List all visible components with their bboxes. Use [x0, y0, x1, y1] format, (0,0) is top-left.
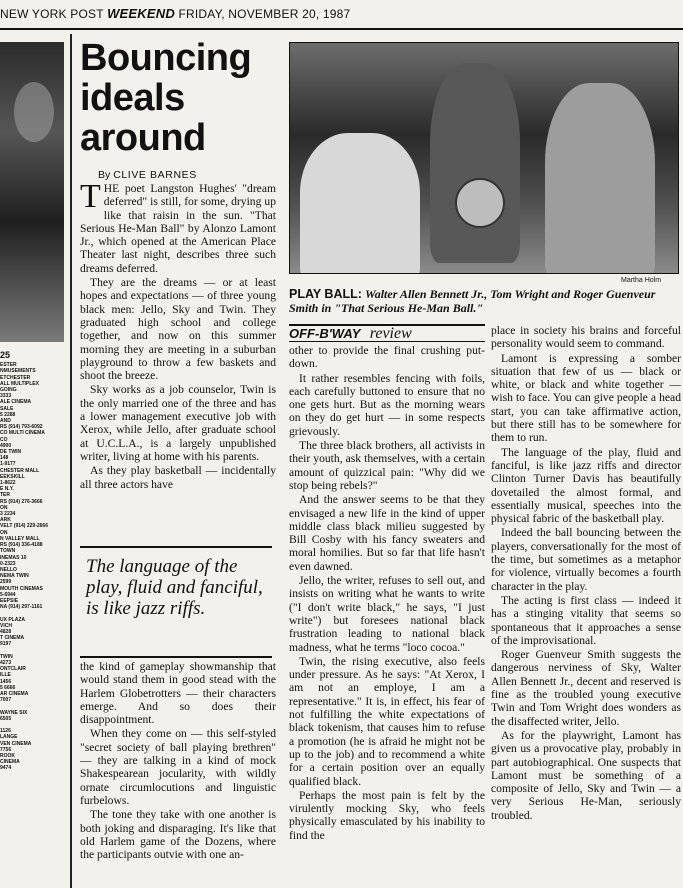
listing-line: TOWN	[0, 548, 16, 555]
listing-line: 9197	[0, 641, 12, 648]
listing-line: ETCHESTER	[0, 374, 31, 381]
listing-line: CINEMA	[0, 759, 20, 766]
production-photo	[289, 42, 679, 274]
listing-line: 1-9177	[0, 461, 16, 468]
listing-line: LANGE	[0, 734, 18, 741]
listing-line: 2599	[0, 579, 12, 586]
column-divider	[70, 34, 72, 888]
paragraph	[80, 182, 276, 275]
top-rule	[0, 28, 683, 30]
byline-author: CLIVE BARNES	[113, 169, 197, 181]
paragraph: place in society his brains and forceful personality would seem to command.	[491, 324, 681, 351]
listing-line: 3 2234	[0, 511, 16, 518]
section-name: WEEKEND	[107, 6, 175, 21]
listing-line: CO	[0, 436, 8, 443]
paragraph: Roger Guenveur Smith suggests the dangerous nerviness of Sky, Walter Allen Bennett Jr., decent and reserved is fine as the troubled young executive Twin and Tom Wright does wonders as the disaffected writer, Jello.	[491, 648, 681, 728]
photo-caption	[289, 287, 683, 315]
listing-line: SALE	[0, 405, 14, 412]
listing-line: VELT (914) 229-2666	[0, 523, 48, 530]
paragraph: When they come on — this self-styled "secret society of ball playing brethren" — they are talking in a kind of mock Shakespearean jocularity, with wildly ornate circumlocutions and linguistic furbelows.	[80, 727, 276, 807]
listing-line: RS (914) 336-4188	[0, 542, 43, 549]
listing-line: 4273	[0, 659, 12, 666]
paragraph: The three black brothers, all activists in their youth, ask themselves, with a certain amount of quizzical pain: "Why did we stop being rebels?"	[289, 439, 485, 492]
actor-left-figure	[300, 133, 420, 274]
listing-line: ONTCLAIR	[0, 666, 26, 673]
paragraph: As they play basketball — incidentally all three actors have	[80, 464, 276, 491]
paragraph: They are the dreams — or at least hopes and expectations — of three young black men: Jello, Sky and Twin. They graduated high school and college together, and now on this summer morning they are meeting in a suburban playground to throw a few baskets and shoot the breeze.	[80, 276, 276, 383]
review-tag-label: OFF-B'WAY	[289, 326, 361, 341]
paragraph: Indeed the ball bouncing between the players, conversationally for the most of the time, but sometimes as a metaphor for violence, virtually becomes a fourth character in the play.	[491, 526, 681, 593]
listings-lines	[0, 362, 66, 771]
paragraph: Sky works as a job counselor, Twin is the only married one of the three and has a lower management executive job with Xerox, while Jello, after graduate school at U.C.L.A., is a largely unpublished writer, living at home with his parents.	[80, 383, 276, 463]
review-tag-word: review	[369, 325, 412, 342]
listings-logo: 25	[0, 350, 11, 360]
left-clipped-column	[0, 34, 66, 888]
listing-line: E N.Y.	[0, 486, 14, 493]
column-1a-paragraphs	[80, 276, 276, 491]
listing-line: ILLE	[0, 672, 11, 679]
theater-listings-ad	[0, 352, 66, 772]
listing-line: 1-8622	[0, 480, 16, 487]
caption-lead: PLAY BALL:	[289, 287, 362, 301]
listing-line: ALE CINEMA	[0, 399, 32, 406]
listing-line: 7756	[0, 746, 12, 753]
article-column-2	[289, 344, 485, 888]
paragraph: The language of the play, fluid and fanciful, is like jazz riffs and director Clinton Turner Davis has beautifully dovetailed the almost formal, and essentially musical, speeches into the physical fabric of the basketball play.	[491, 445, 681, 526]
listing-line: N VALLEY MALL	[0, 535, 40, 542]
photo-credit: Martha Holm	[621, 277, 662, 284]
listing-line: GOING	[0, 387, 17, 394]
listing-line: ROOK	[0, 753, 15, 759]
listing-line: AND	[0, 418, 11, 425]
pull-quote	[80, 546, 272, 658]
listing-line: DE TWIN	[0, 449, 22, 456]
listing-line: 148	[0, 455, 9, 462]
paragraph: The tone they take with one another is both joking and disparaging. It's like that old Harlem game of the Dozens, where the participants outvie with one an-	[80, 808, 276, 862]
listing-line: 5 2288	[0, 411, 16, 418]
listing-line: MOUTH CINEMAS	[0, 585, 43, 592]
listing-line: INEMAS 10	[0, 554, 27, 561]
left-photo	[0, 42, 64, 342]
actor-right-figure	[545, 83, 655, 274]
listing-line: 0-2323	[0, 560, 16, 567]
actor-center-figure	[430, 63, 520, 263]
article-column-3	[491, 324, 681, 888]
listing-line: CHESTER MALL	[0, 467, 40, 474]
article-column-1b	[80, 660, 276, 888]
byline	[98, 169, 197, 181]
listing-line: EEPSIE	[0, 597, 19, 604]
listing-line: 5-6944	[0, 591, 16, 598]
listing-line: AR CINEMA	[0, 690, 29, 697]
issue-date: FRIDAY, NOVEMBER 20, 1987	[178, 7, 351, 21]
listing-line: WAYNE SIX	[0, 709, 28, 716]
paragraph: the kind of gameplay showmanship that would stand them in good stead with the Harlem Globetrotters — their characters emerge. And so does their disappointment.	[80, 660, 276, 727]
listing-line: ALL MULTIPLEX	[0, 380, 39, 387]
listing-line: 4828	[0, 628, 12, 635]
listing-line: 4900	[0, 442, 12, 449]
listing-line: 1126	[0, 728, 11, 735]
byline-prefix: By	[98, 169, 111, 181]
listing-line: RS (914) 793-6092	[0, 424, 43, 431]
paragraph: The acting is first class — indeed it has a stinging vitality that seems so spontaneous that it approaches a sense of the improvisational.	[491, 593, 681, 647]
listing-line: VEN CINEMA	[0, 740, 32, 747]
listing-line: 9474	[0, 765, 12, 772]
listing-line: 7007	[0, 697, 12, 704]
review-tag	[289, 324, 485, 342]
paragraph: Twin, the rising executive, also feels under pressure. As he says: "At Xerox, I am not an employe, I am a representative." It is, in effect, his fear of not fulfilling the white expectations of black tokenism, that causes him to refuse a promotion (he is afraid he might not be up to the job) and to recommend a white for a certain position over an equally qualified black.	[289, 654, 485, 788]
paragraph: It rather resembles fencing with foils, each carefully buttoned to ensure that no one gets hurt. But as the morning wears on they do get hurt — in some respects grievously.	[289, 371, 485, 438]
listing-line: UX PLAZA	[0, 616, 25, 623]
masthead	[0, 6, 683, 28]
paragraph: Jello, the writer, refuses to sell out, and insists on writing what he wants to write ("I don't write black," he says, "I just write") but foresees national black frustration leading to national black madness, what he terms "loco cocoa."	[289, 574, 485, 654]
listing-line: EEKSKILL	[0, 473, 25, 480]
listing-line: ESTER	[0, 362, 17, 369]
listing-line: 3333	[0, 393, 12, 400]
drop-cap: T	[80, 182, 101, 215]
listing-line: NELLO	[0, 566, 17, 573]
article-column-1a	[80, 182, 276, 542]
paragraph: Lamont is expressing a somber situation that few of us — black or white, or black and white together — wish to face. You can give people a head start, you can take affirmative action, but there still has to be somewhere for them to run.	[491, 351, 681, 445]
listing-line: ON	[0, 529, 8, 536]
listing-line: TWIN	[0, 653, 13, 660]
listing-line: 1456	[0, 678, 12, 685]
paragraph: As for the playwright, Lamont has given us a provocative play, probably in part autobiographical. One suspects that Lamont must be something of a composite of Jello, Sky and Twin — a very Serious He-Man, seriously troubled.	[491, 728, 681, 822]
listing-line: NMUSEMENTS	[0, 368, 36, 375]
headline: Bouncing ideals around	[80, 37, 252, 159]
listing-line: NEMA TWIN	[0, 573, 29, 580]
pull-quote-text: The language of the play, fluid and fanciful, is like jazz riffs.	[86, 556, 263, 619]
listing-line: NA (914) 297-1161	[0, 604, 43, 611]
paragraph: other to provide the final crushing put-down.	[289, 344, 485, 371]
listing-line: VICH	[0, 622, 12, 629]
listing-line: CO MULTI CINEMA	[0, 430, 45, 437]
first-paragraph-text: HE poet Langston Hughes' "dream deferred" is still, for some, drying up like that raisin in the sun. "That Serious He-Man Ball" by Alonzo Lamont Jr., which opened at the American Place Theater last night, describes three such dreams deferred.	[80, 182, 276, 275]
caption-text: Walter Allen Bennett Jr., Tom Wright and Roger Guenveur Smith in "That Serious He-Man Ball."	[289, 287, 656, 315]
paragraph: And the answer seems to be that they envisaged a new life in the kind of upper middle class black milieu suggested by Bill Cosby with his fancy sweaters and moral homilies. But so far that life hasn't even dawned.	[289, 493, 485, 573]
paper-name: NEW YORK POST	[0, 7, 104, 21]
listing-line: TER	[0, 492, 10, 499]
listing-line: ARK	[0, 517, 11, 524]
paragraph: Perhaps the most pain is felt by the virulently mocking Sky, who feels physically emasculated by his inability to find the	[289, 788, 485, 842]
listing-line: 5 6666	[0, 684, 16, 691]
listing-line: T CINEMA	[0, 635, 25, 642]
listing-line: 6505	[0, 715, 12, 722]
listing-line: ON	[0, 504, 8, 511]
basketball-figure	[455, 178, 505, 228]
listing-line: RS (914) 276-3666	[0, 498, 43, 505]
